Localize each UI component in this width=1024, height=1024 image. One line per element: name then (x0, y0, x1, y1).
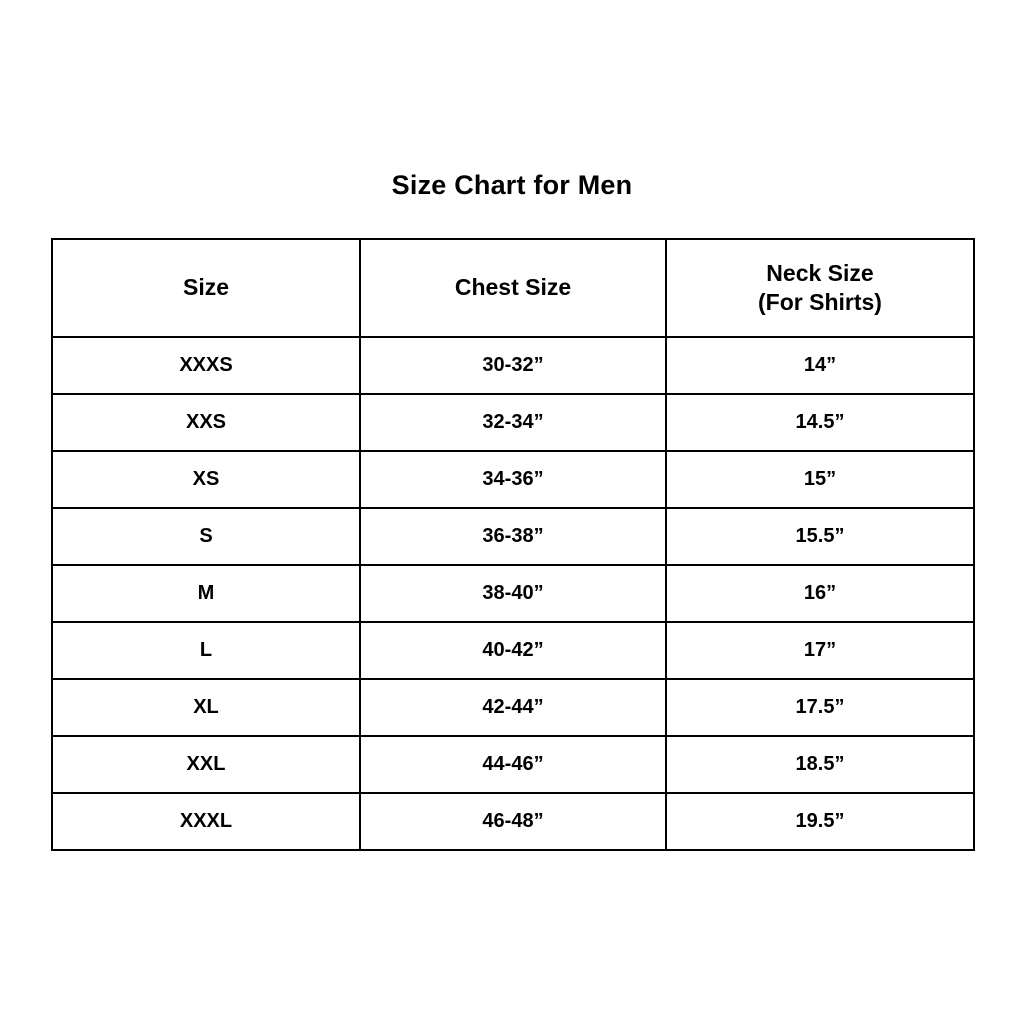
cell-chest: 32-34” (360, 394, 666, 451)
table-row (52, 736, 974, 793)
cell-neck: 19.5” (666, 793, 974, 850)
cell-size: XXXL (52, 793, 360, 850)
column-header-chest-label: Chest Size (454, 274, 572, 301)
cell-neck: 17” (666, 622, 974, 679)
cell-size: S (52, 508, 360, 565)
table-row (52, 622, 974, 679)
size-table (51, 238, 975, 851)
cell-size: XL (52, 679, 360, 736)
cell-neck: 15” (666, 451, 974, 508)
cell-neck: 18.5” (666, 736, 974, 793)
cell-chest: 44-46” (360, 736, 666, 793)
table-row (52, 508, 974, 565)
cell-neck: 16” (666, 565, 974, 622)
table-row (52, 793, 974, 850)
column-header-neck (666, 239, 974, 337)
cell-chest: 30-32” (360, 337, 666, 394)
table-row (52, 565, 974, 622)
cell-size: XXXS (52, 337, 360, 394)
table-row (52, 451, 974, 508)
table-header (52, 239, 974, 337)
cell-chest: 40-42” (360, 622, 666, 679)
cell-size: XS (52, 451, 360, 508)
cell-size: XXS (52, 394, 360, 451)
cell-neck: 17.5” (666, 679, 974, 736)
column-header-size (52, 239, 360, 337)
table-row (52, 394, 974, 451)
cell-chest: 46-48” (360, 793, 666, 850)
table-body (52, 337, 974, 850)
column-header-size-label: Size (182, 274, 230, 301)
table-header-row (52, 239, 974, 337)
table-row (52, 337, 974, 394)
column-header-neck-label: Neck Size (766, 259, 874, 286)
cell-size: XXL (52, 736, 360, 793)
size-table-container (51, 238, 973, 851)
cell-chest: 36-38” (360, 508, 666, 565)
cell-size: M (52, 565, 360, 622)
column-header-neck-sublabel: (For Shirts) (758, 289, 882, 315)
cell-size: L (52, 622, 360, 679)
cell-neck: 14” (666, 337, 974, 394)
table-row (52, 679, 974, 736)
cell-chest: 38-40” (360, 565, 666, 622)
column-header-chest (360, 239, 666, 337)
cell-neck: 14.5” (666, 394, 974, 451)
page-title: Size Chart for Men (391, 170, 633, 200)
cell-chest: 42-44” (360, 679, 666, 736)
cell-neck: 15.5” (666, 508, 974, 565)
cell-chest: 34-36” (360, 451, 666, 508)
